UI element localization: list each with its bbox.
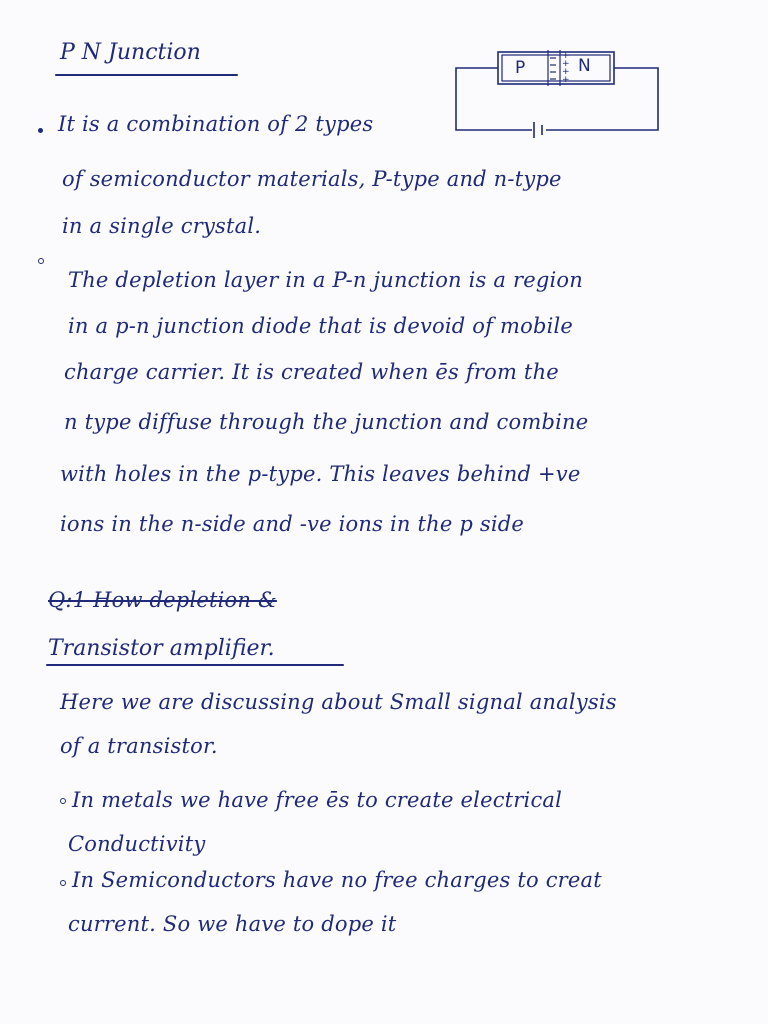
para2-line-2: in a p-n junction diode that is devoid of mobile — [68, 314, 574, 338]
para1-line-1: It is a combination of 2 types — [58, 112, 374, 136]
para2-line-6: ions in the n-side and -ve ions in the p side — [60, 512, 525, 536]
bullet-circle — [38, 258, 44, 264]
struck-question: Q:1 How depletion & — [48, 588, 277, 612]
para5-line-1: In Semiconductors have no free charges to creat — [72, 868, 602, 892]
para2-line-4: n type diffuse through the junction and combine — [64, 410, 589, 434]
svg-text:+: + — [562, 67, 570, 77]
para4-line-1: In metals we have free ēs to create electrical — [72, 788, 563, 812]
bullet-circle — [60, 798, 66, 804]
para5-line-2: current. So we have to dope it — [68, 912, 397, 936]
bullet-circle — [60, 880, 66, 886]
title-underline — [55, 74, 238, 76]
n-region-label: N — [578, 56, 591, 76]
svg-text:+: + — [562, 75, 570, 85]
para1-line-3: in a single crystal. — [62, 214, 262, 238]
para4-line-2: Conductivity — [68, 832, 206, 856]
svg-text:+: + — [562, 51, 570, 61]
section-heading: Transistor amplifier. — [48, 636, 275, 661]
bullet-dot — [38, 128, 43, 133]
page-title: P N Junction — [60, 40, 201, 65]
para2-line-3: charge carrier. It is created when ēs from the — [64, 360, 559, 384]
p-region-label: P — [515, 58, 526, 78]
svg-text:+: + — [562, 59, 570, 69]
para2-line-1: The depletion layer in a P-n junction is a region — [68, 268, 583, 292]
pn-junction-diagram — [450, 40, 670, 140]
para3-line-1: Here we are discussing about Small signal analysis — [60, 690, 617, 714]
section-heading-underline — [46, 664, 344, 666]
para2-line-5: with holes in the p-type. This leaves behind +ve — [60, 462, 581, 486]
para1-line-2: of semiconductor materials, P-type and n-type — [62, 167, 562, 191]
para3-line-2: of a transistor. — [60, 734, 218, 758]
